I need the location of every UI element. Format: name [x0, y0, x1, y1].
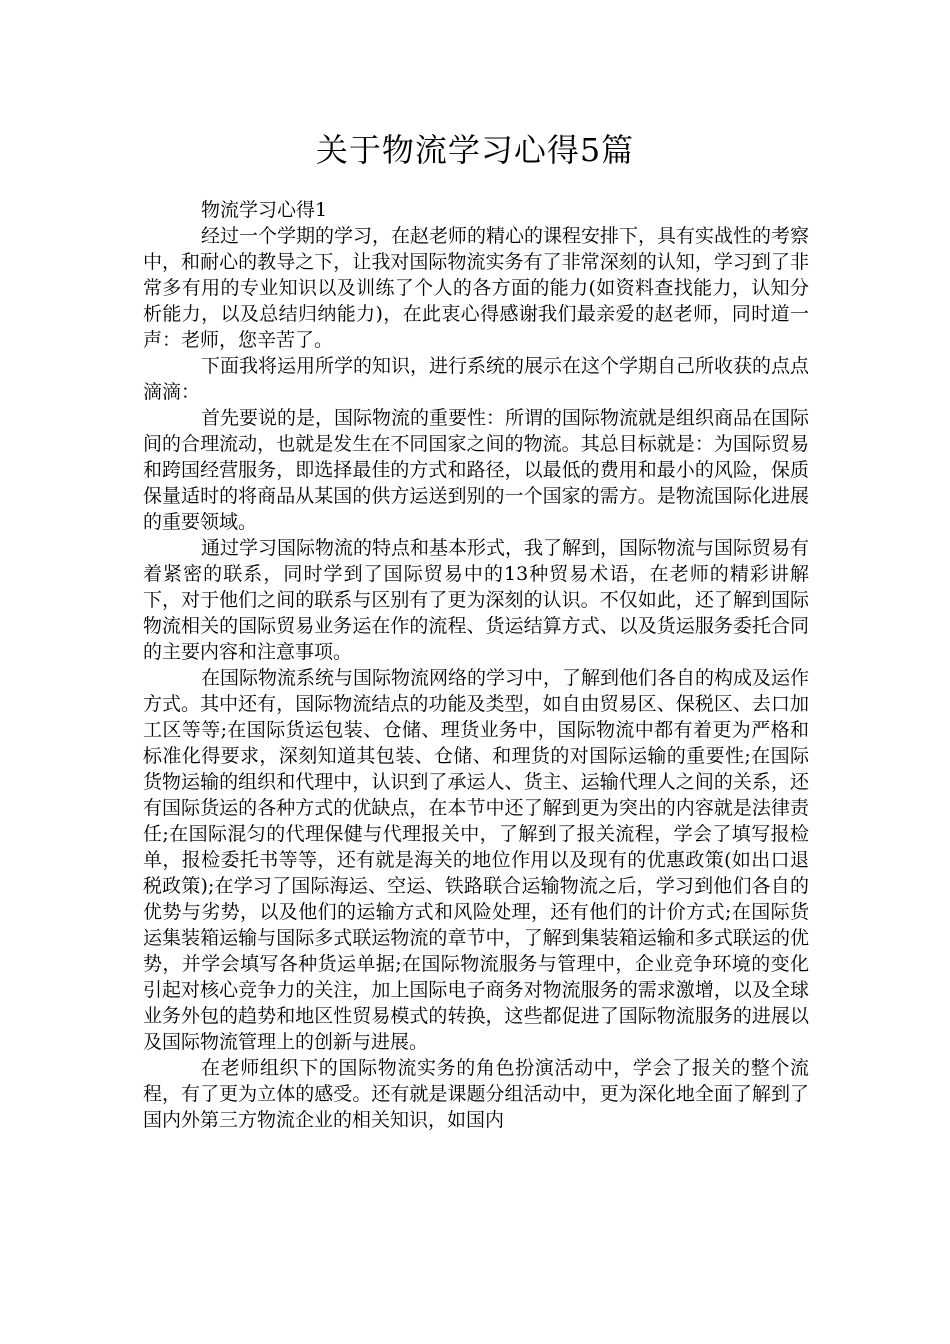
- paragraph: 首先要说的是，国际物流的重要性：所谓的国际物流就是组织商品在国际间的合理流动，也就是发生在不同国家之间的物流。其总目标就是：为国际贸易和跨国经营服务，即选择最佳的方式和路径，以最低的费用和最小的风险，保质保量适时的将商品从某国的供方运送到别的一个国家的需方。是物流国际化进展的重要领域。: [143, 407, 810, 533]
- paragraph: 通过学习国际物流的特点和基本形式，我了解到，国际物流与国际贸易有着紧密的联系，同时学到了国际贸易中的13种贸易术语，在老师的精彩讲解下，对于他们之间的联系与区别有了更为深刻的认识。不仅如此，还了解到国际物流相关的国际贸易业务运在作的流程、货运结算方式、以及货运服务委托合同的主要内容和注意事项。: [143, 537, 810, 663]
- paragraph: 经过一个学期的学习，在赵老师的精心的课程安排下，具有实战性的考察中，和耐心的教导之下，让我对国际物流实务有了非常深刻的认知，学习到了非常多有用的专业知识以及训练了个人的各方面的能力(如资料查找能力，认知分析能力，以及总结归纳能力)，在此衷心得感谢我们最亲爱的赵老师，同时道一声：老师，您辛苦了。: [143, 225, 810, 351]
- paragraph: 下面我将运用所学的知识，进行系统的展示在这个学期自己所收获的点点滴滴：: [143, 355, 810, 403]
- section-heading: 物流学习心得1: [201, 199, 328, 221]
- paragraph: 在老师组织下的国际物流实务的角色扮演活动中，学会了报关的整个流程，有了更为立体的感受。还有就是课题分组活动中，更为深化地全面了解到了国内外第三方物流企业的相关知识，如国内: [143, 1057, 809, 1131]
- paragraph: 在国际物流系统与国际物流网络的学习中，了解到他们各自的构成及运作方式。其中还有，国际物流结点的功能及类型，如自由贸易区、保税区、去口加工区等等;在国际货运包装、仓储、理货业务中，国际物流中都有着更为严格和标准化得要求，深刻知道其包装、仓储、和理货的对国际运输的重要性;在国际货物运输的组织和代理中，认识到了承运人、货主、运输代理人之间的关系，还有国际货运的各种方式的优缺点，在本节中还了解到更为突出的内容就是法律责任;在国际混匀的代理保健与代理报关中，了解到了报关流程，学会了填写报检单，报检委托书等等，还有就是海关的地位作用以及现有的优惠政策(如出口退税政策);在学习了国际海运、空运、铁路联合运输物流之后，学习到他们各自的优势与劣势，以及他们的运输方式和风险处理，还有他们的计价方式;在国际货运集装箱运输与国际多式联运物流的章节中，了解到集装箱运输和多式联运的优势，并学会填写各种货运单据;在国际物流服务与管理中，企业竞争环境的变化引起对核心竞争力的关注，加上国际电子商务对物流服务的需求激增，以及全球业务外包的趋势和地区性贸易模式的转换，这些都促进了国际物流服务的进展以及国际物流管理上的创新与进展。: [143, 667, 810, 1053]
- document-body: [143, 197, 809, 1133]
- document-title: 关于物流学习心得5篇: [315, 131, 635, 169]
